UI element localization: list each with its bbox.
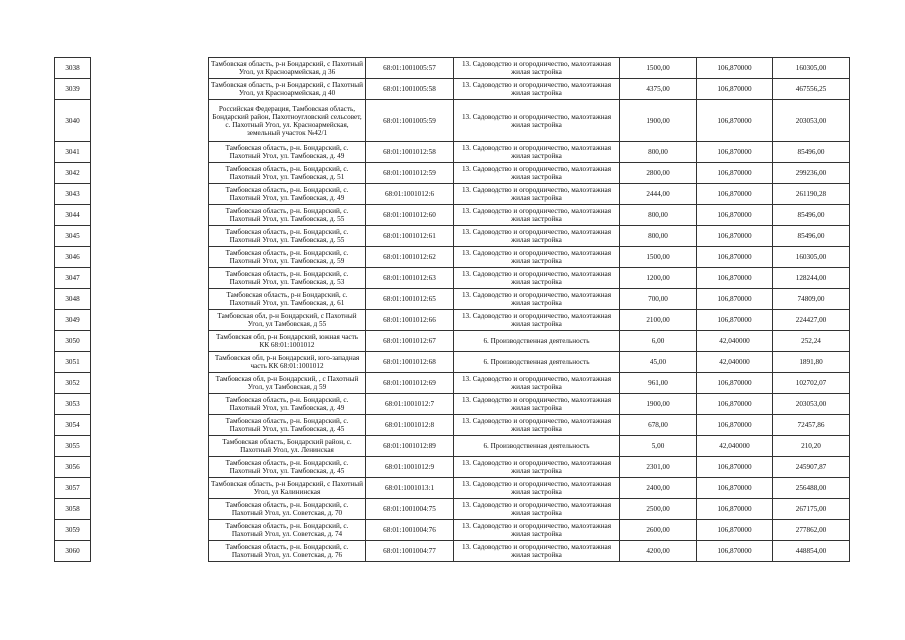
- spacer-cell: [91, 226, 209, 247]
- address-cell: Тамбовская область, р-н. Бондарский, с. Пахотный Угол, ул. Тамбовская, д. 49: [209, 394, 366, 415]
- cadastral-value-cell: 72457,86: [773, 415, 850, 436]
- cadastral-value-cell: 102702,07: [773, 373, 850, 394]
- table-row: [55, 373, 850, 394]
- cadastral-value-cell: 261190,28: [773, 184, 850, 205]
- land-use-cell: 13. Садоводство и огородничество, малоэтажная жилая застройка: [454, 415, 620, 436]
- cadastral-number-cell: 68:01:1001004:75: [366, 499, 454, 520]
- cadastral-value-cell: 85496,00: [773, 226, 850, 247]
- cadastral-number-cell: 68:01:1001012:62: [366, 247, 454, 268]
- cadastral-value-cell: 210,20: [773, 436, 850, 457]
- row-number: 3043: [55, 184, 91, 205]
- specific-value-cell: 106,870000: [697, 163, 773, 184]
- cadastral-number-cell: 68:01:1001005:57: [366, 58, 454, 79]
- spacer-cell: [91, 352, 209, 373]
- address-cell: Тамбовская область, р-н. Бондарский, с. Пахотный Угол, ул. Советская, д. 74: [209, 520, 366, 541]
- cadastral-value-cell: 85496,00: [773, 205, 850, 226]
- specific-value-cell: 106,870000: [697, 478, 773, 499]
- address-cell: Тамбовская область, р-н. Бондарский, с. Пахотный Угол, ул. Советская, д. 70: [209, 499, 366, 520]
- area-cell: 678,00: [620, 415, 697, 436]
- spacer-cell: [91, 331, 209, 352]
- area-cell: 1900,00: [620, 394, 697, 415]
- land-use-cell: 13. Садоводство и огородничество, малоэтажная жилая застройка: [454, 310, 620, 331]
- spacer-cell: [91, 373, 209, 394]
- area-cell: 2500,00: [620, 499, 697, 520]
- address-cell: Тамбовская область, р-н Бондарский, с Пахотный Угол, ул Красноармейская, д 40: [209, 79, 366, 100]
- address-cell: Тамбовская область, р-н. Бондарский, с. Пахотный Угол, ул. Тамбовская, д. 55: [209, 205, 366, 226]
- specific-value-cell: 106,870000: [697, 226, 773, 247]
- spacer-cell: [91, 415, 209, 436]
- spacer-cell: [91, 100, 209, 142]
- cadastral-number-cell: 68:01:1001013:1: [366, 478, 454, 499]
- cadastral-value-cell: 1891,80: [773, 352, 850, 373]
- land-use-cell: 13. Садоводство и огородничество, малоэтажная жилая застройка: [454, 478, 620, 499]
- cadastral-value-cell: 448854,00: [773, 541, 850, 562]
- specific-value-cell: 106,870000: [697, 142, 773, 163]
- table-row: [55, 184, 850, 205]
- area-cell: 1200,00: [620, 268, 697, 289]
- address-cell: Тамбовская область, р-н. Бондарский, с. Пахотный Угол, ул. Тамбовская, д. 59: [209, 247, 366, 268]
- row-number: 3054: [55, 415, 91, 436]
- address-cell: Тамбовская область, Бондарский район, с. Пахотный Угол, ул. Ленинская: [209, 436, 366, 457]
- land-use-cell: 6. Производственная деятельность: [454, 331, 620, 352]
- land-use-cell: 13. Садоводство и огородничество, малоэтажная жилая застройка: [454, 226, 620, 247]
- specific-value-cell: 106,870000: [697, 415, 773, 436]
- cadastral-value-cell: 203053,00: [773, 100, 850, 142]
- cadastral-number-cell: 68:01:1001012:67: [366, 331, 454, 352]
- spacer-cell: [91, 289, 209, 310]
- spacer-cell: [91, 247, 209, 268]
- table-row: [55, 457, 850, 478]
- specific-value-cell: 106,870000: [697, 247, 773, 268]
- row-number: 3042: [55, 163, 91, 184]
- specific-value-cell: 106,870000: [697, 499, 773, 520]
- area-cell: 2100,00: [620, 310, 697, 331]
- cadastral-value-table: [54, 57, 850, 562]
- cadastral-value-cell: 467556,25: [773, 79, 850, 100]
- cadastral-number-cell: 68:01:1001012:59: [366, 163, 454, 184]
- address-cell: Тамбовская область, р-н. Бондарский, с. Пахотный Угол, ул. Тамбовская, д. 45: [209, 415, 366, 436]
- area-cell: 1500,00: [620, 58, 697, 79]
- specific-value-cell: 106,870000: [697, 310, 773, 331]
- area-cell: 800,00: [620, 205, 697, 226]
- table-row: [55, 268, 850, 289]
- table-row: [55, 163, 850, 184]
- area-cell: 700,00: [620, 289, 697, 310]
- cadastral-number-cell: 68:01:1001012:7: [366, 394, 454, 415]
- spacer-cell: [91, 478, 209, 499]
- cadastral-value-cell: 160305,00: [773, 247, 850, 268]
- cadastral-value-cell: 245907,87: [773, 457, 850, 478]
- specific-value-cell: 106,870000: [697, 289, 773, 310]
- table-row: [55, 310, 850, 331]
- land-use-cell: 13. Садоводство и огородничество, малоэтажная жилая застройка: [454, 520, 620, 541]
- table-row: [55, 478, 850, 499]
- land-use-cell: 13. Садоводство и огородничество, малоэтажная жилая застройка: [454, 205, 620, 226]
- cadastral-value-cell: 203053,00: [773, 394, 850, 415]
- address-cell: Тамбовская область, р-н. Бондарский, с. Пахотный Угол, ул. Тамбовская, д. 55: [209, 226, 366, 247]
- table-row: [55, 436, 850, 457]
- row-number: 3050: [55, 331, 91, 352]
- table-row: [55, 499, 850, 520]
- address-cell: Тамбовская область, р-н. Бондарский, с. Пахотный Угол, ул. Тамбовская, д. 49: [209, 184, 366, 205]
- area-cell: 2800,00: [620, 163, 697, 184]
- row-number: 3044: [55, 205, 91, 226]
- table-row: [55, 79, 850, 100]
- cadastral-number-cell: 68:01:1001004:77: [366, 541, 454, 562]
- area-cell: 45,00: [620, 352, 697, 373]
- table-row: [55, 541, 850, 562]
- cadastral-number-cell: 68:01:1001012:68: [366, 352, 454, 373]
- land-use-cell: 13. Садоводство и огородничество, малоэтажная жилая застройка: [454, 79, 620, 100]
- address-cell: Тамбовская область, р-н Бондарский, с Пахотный Угол, ул Калининская: [209, 478, 366, 499]
- address-cell: Российская Федерация, Тамбовская область, Бондарский район, Пахотноугловский сельсовет, с. Пахотный Угол, ул. Красноармейская, земельный участок №42/1: [209, 100, 366, 142]
- row-number: 3038: [55, 58, 91, 79]
- spacer-cell: [91, 142, 209, 163]
- cadastral-number-cell: 68:01:1001012:8: [366, 415, 454, 436]
- spacer-cell: [91, 541, 209, 562]
- row-number: 3051: [55, 352, 91, 373]
- table-row: [55, 352, 850, 373]
- row-number: 3046: [55, 247, 91, 268]
- land-use-cell: 13. Садоводство и огородничество, малоэтажная жилая застройка: [454, 100, 620, 142]
- cadastral-value-cell: 160305,00: [773, 58, 850, 79]
- specific-value-cell: 106,870000: [697, 58, 773, 79]
- address-cell: Тамбовская область, р-н. Бондарский, с. Пахотный Угол, ул. Тамбовская, д. 45: [209, 457, 366, 478]
- cadastral-number-cell: 68:01:1001005:58: [366, 79, 454, 100]
- address-cell: Тамбовская обл, р-н Бондарский, , с Пахотный Угол, ул Тамбовская, д 59: [209, 373, 366, 394]
- cadastral-table-sheet: [54, 57, 849, 562]
- area-cell: 800,00: [620, 226, 697, 247]
- row-number: 3053: [55, 394, 91, 415]
- specific-value-cell: 106,870000: [697, 541, 773, 562]
- cadastral-number-cell: 68:01:1001012:69: [366, 373, 454, 394]
- spacer-cell: [91, 520, 209, 541]
- address-cell: Тамбовская обл, р-н Бондарский, южная часть КК 68:01:1001012: [209, 331, 366, 352]
- cadastral-value-cell: 252,24: [773, 331, 850, 352]
- address-cell: Тамбовская область, р-н Бондарский, с. Пахотный Угол, ул. Тамбовская, д. 61: [209, 289, 366, 310]
- cadastral-number-cell: 68:01:1001012:89: [366, 436, 454, 457]
- spacer-cell: [91, 184, 209, 205]
- row-number: 3041: [55, 142, 91, 163]
- table-row: [55, 394, 850, 415]
- row-number: 3040: [55, 100, 91, 142]
- table-row: [55, 226, 850, 247]
- row-number: 3039: [55, 79, 91, 100]
- spacer-cell: [91, 205, 209, 226]
- table-row: [55, 100, 850, 142]
- cadastral-number-cell: 68:01:1001005:59: [366, 100, 454, 142]
- address-cell: Тамбовская область, р-н Бондарский, с Пахотный Угол, ул Красноармейская, д 36: [209, 58, 366, 79]
- cadastral-value-cell: 277862,00: [773, 520, 850, 541]
- table-row: [55, 415, 850, 436]
- area-cell: 4375,00: [620, 79, 697, 100]
- specific-value-cell: 106,870000: [697, 457, 773, 478]
- specific-value-cell: 42,040000: [697, 436, 773, 457]
- table-row: [55, 142, 850, 163]
- row-number: 3058: [55, 499, 91, 520]
- cadastral-number-cell: 68:01:1001012:60: [366, 205, 454, 226]
- specific-value-cell: 106,870000: [697, 373, 773, 394]
- area-cell: 2400,00: [620, 478, 697, 499]
- area-cell: 2444,00: [620, 184, 697, 205]
- address-cell: Тамбовская область, р-н. Бондарский, с. Пахотный Угол, ул. Тамбовская, д. 51: [209, 163, 366, 184]
- land-use-cell: 13. Садоводство и огородничество, малоэтажная жилая застройка: [454, 163, 620, 184]
- table-row: [55, 289, 850, 310]
- land-use-cell: 13. Садоводство и огородничество, малоэтажная жилая застройка: [454, 394, 620, 415]
- land-use-cell: 13. Садоводство и огородничество, малоэтажная жилая застройка: [454, 268, 620, 289]
- row-number: 3052: [55, 373, 91, 394]
- area-cell: 2600,00: [620, 520, 697, 541]
- spacer-cell: [91, 310, 209, 331]
- cadastral-number-cell: 68:01:1001012:65: [366, 289, 454, 310]
- spacer-cell: [91, 394, 209, 415]
- row-number: 3045: [55, 226, 91, 247]
- table-row: [55, 205, 850, 226]
- cadastral-value-cell: 85496,00: [773, 142, 850, 163]
- cadastral-value-cell: 256488,00: [773, 478, 850, 499]
- cadastral-value-cell: 299236,00: [773, 163, 850, 184]
- address-cell: Тамбовская обл, р-н Бондарский, юго-западная часть КК 68:01:1001012: [209, 352, 366, 373]
- address-cell: Тамбовская область, р-н. Бондарский, с. Пахотный Угол, ул. Тамбовская, д. 49: [209, 142, 366, 163]
- area-cell: 800,00: [620, 142, 697, 163]
- cadastral-value-cell: 74809,00: [773, 289, 850, 310]
- cadastral-number-cell: 68:01:1001012:58: [366, 142, 454, 163]
- specific-value-cell: 106,870000: [697, 100, 773, 142]
- address-cell: Тамбовская область, р-н. Бондарский, с. Пахотный Угол, ул. Тамбовская, д. 53: [209, 268, 366, 289]
- spacer-cell: [91, 436, 209, 457]
- spacer-cell: [91, 58, 209, 79]
- land-use-cell: 13. Садоводство и огородничество, малоэтажная жилая застройка: [454, 457, 620, 478]
- specific-value-cell: 106,870000: [697, 268, 773, 289]
- land-use-cell: 13. Садоводство и огородничество, малоэтажная жилая застройка: [454, 373, 620, 394]
- specific-value-cell: 106,870000: [697, 205, 773, 226]
- area-cell: 961,00: [620, 373, 697, 394]
- area-cell: 4200,00: [620, 541, 697, 562]
- land-use-cell: 13. Садоводство и огородничество, малоэтажная жилая застройка: [454, 541, 620, 562]
- cadastral-number-cell: 68:01:1001012:9: [366, 457, 454, 478]
- cadastral-value-cell: 128244,00: [773, 268, 850, 289]
- row-number: 3049: [55, 310, 91, 331]
- specific-value-cell: 42,040000: [697, 352, 773, 373]
- table-row: [55, 331, 850, 352]
- row-number: 3055: [55, 436, 91, 457]
- cadastral-value-cell: 267175,00: [773, 499, 850, 520]
- area-cell: 1900,00: [620, 100, 697, 142]
- land-use-cell: 6. Производственная деятельность: [454, 436, 620, 457]
- area-cell: 5,00: [620, 436, 697, 457]
- row-number: 3056: [55, 457, 91, 478]
- table-row: [55, 247, 850, 268]
- row-number: 3059: [55, 520, 91, 541]
- address-cell: Тамбовская область, р-н. Бондарский, с. Пахотный Угол, ул. Советская, д. 76: [209, 541, 366, 562]
- spacer-cell: [91, 163, 209, 184]
- cadastral-number-cell: 68:01:1001012:63: [366, 268, 454, 289]
- specific-value-cell: 106,870000: [697, 79, 773, 100]
- land-use-cell: 13. Садоводство и огородничество, малоэтажная жилая застройка: [454, 247, 620, 268]
- land-use-cell: 13. Садоводство и огородничество, малоэтажная жилая застройка: [454, 58, 620, 79]
- cadastral-value-cell: 224427,00: [773, 310, 850, 331]
- row-number: 3057: [55, 478, 91, 499]
- land-use-cell: 13. Садоводство и огородничество, малоэтажная жилая застройка: [454, 499, 620, 520]
- cadastral-number-cell: 68:01:1001012:66: [366, 310, 454, 331]
- spacer-cell: [91, 457, 209, 478]
- table-row: [55, 520, 850, 541]
- land-use-cell: 13. Садоводство и огородничество, малоэтажная жилая застройка: [454, 289, 620, 310]
- address-cell: Тамбовская обл, р-н Бондарский, с Пахотный Угол, ул Тамбовская, д 55: [209, 310, 366, 331]
- specific-value-cell: 106,870000: [697, 184, 773, 205]
- spacer-cell: [91, 79, 209, 100]
- cadastral-number-cell: 68:01:1001004:76: [366, 520, 454, 541]
- area-cell: 6,00: [620, 331, 697, 352]
- land-use-cell: 13. Садоводство и огородничество, малоэтажная жилая застройка: [454, 184, 620, 205]
- specific-value-cell: 42,040000: [697, 331, 773, 352]
- specific-value-cell: 106,870000: [697, 520, 773, 541]
- spacer-cell: [91, 499, 209, 520]
- row-number: 3048: [55, 289, 91, 310]
- area-cell: 1500,00: [620, 247, 697, 268]
- row-number: 3060: [55, 541, 91, 562]
- specific-value-cell: 106,870000: [697, 394, 773, 415]
- cadastral-number-cell: 68:01:1001012:6: [366, 184, 454, 205]
- land-use-cell: 6. Производственная деятельность: [454, 352, 620, 373]
- area-cell: 2301,00: [620, 457, 697, 478]
- spacer-cell: [91, 268, 209, 289]
- row-number: 3047: [55, 268, 91, 289]
- table-row: [55, 58, 850, 79]
- cadastral-number-cell: 68:01:1001012:61: [366, 226, 454, 247]
- land-use-cell: 13. Садоводство и огородничество, малоэтажная жилая застройка: [454, 142, 620, 163]
